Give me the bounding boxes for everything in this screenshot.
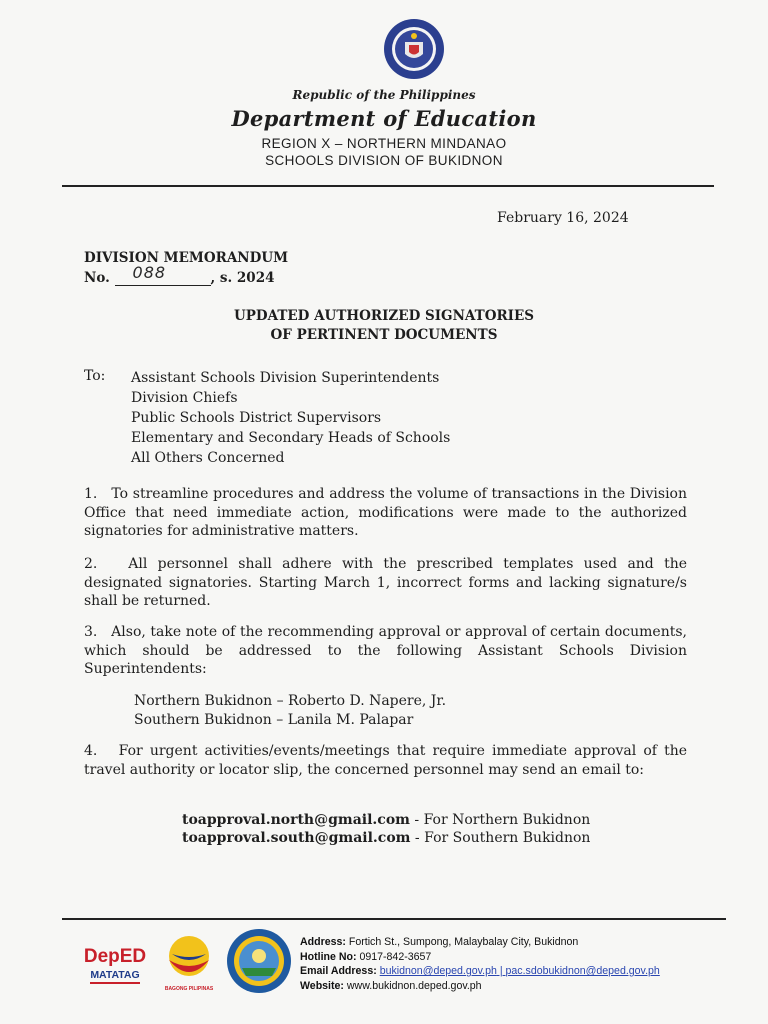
bagong-pilipinas-logo-icon	[160, 932, 218, 994]
memo-number	[84, 263, 275, 286]
footer-hotline	[300, 950, 660, 965]
memo-series: , s. 2024	[210, 270, 275, 286]
paragraph-3: 3. Also, take note of the recommending approval or approval of certain documents, which should be addressed to the following Assistant Schools Division Superintendents:	[84, 624, 687, 677]
email-item	[182, 811, 590, 829]
header-divider	[62, 185, 714, 187]
memo-number-blank	[115, 263, 211, 286]
recipient-item: Assistant Schools Division Superintendents	[131, 370, 440, 386]
footer-contact	[300, 935, 660, 993]
deped-seal-icon	[383, 18, 445, 80]
email-address[interactable]: toapproval.north@gmail.com	[182, 812, 410, 828]
division-header: SCHOOLS DIVISION OF BUKIDNON	[265, 153, 503, 168]
bagong-logo-text: BAGONG PILIPINAS	[164, 986, 214, 992]
footer-email	[300, 964, 660, 979]
email-desc: - For Northern Bukidnon	[409, 812, 591, 828]
footer-email-link-2[interactable]: pac.sdobukidnon@deped.gov.ph	[505, 965, 660, 977]
subject-line-2: OF PERTINENT DOCUMENTS	[270, 327, 498, 343]
recipient-list	[131, 368, 450, 468]
footer-email-label: Email Address:	[300, 965, 377, 977]
footer-website-label: Website:	[300, 979, 344, 992]
footer-address-value: Fortich St., Sumpong, Malaybalay City, Bukidnon	[345, 936, 579, 948]
footer-address	[300, 935, 660, 950]
subject-line-1: UPDATED AUTHORIZED SIGNATORIES	[233, 308, 535, 324]
footer-hotline-label: Hotline No:	[300, 950, 357, 963]
email-address[interactable]: toapproval.south@gmail.com	[182, 830, 411, 846]
memo-number-label: No.	[84, 270, 110, 286]
email-list	[182, 811, 590, 847]
footer-website-link[interactable]: www.bukidnon.deped.gov.ph	[343, 979, 482, 992]
to-label: To:	[84, 368, 106, 384]
recipient-item: Public Schools District Supervisors	[131, 410, 382, 426]
recipient-item: Division Chiefs	[131, 390, 238, 406]
footer-email-link-1[interactable]: bukidnon@deped.gov.ph	[379, 965, 497, 977]
footer-address-label: Address:	[300, 936, 346, 948]
recipient-item: Elementary and Secondary Heads of Schools	[131, 430, 451, 446]
matatag-logo-text: MATATAG	[90, 969, 140, 981]
footer-divider	[62, 918, 726, 920]
region-header: REGION X – NORTHERN MINDANAO	[261, 136, 507, 151]
division-seal-icon	[226, 928, 292, 994]
email-desc: - For Southern Bukidnon	[410, 830, 591, 846]
paragraph-4: 4. For urgent activities/events/meetings that require immediate approval of the travel authority or locator slip, the concerned personnel may send an email to:	[84, 743, 687, 778]
email-item	[182, 829, 590, 847]
recipient-item: All Others Concerned	[131, 450, 285, 466]
memo-date: February 16, 2024	[497, 210, 629, 226]
paragraph-2: 2. All personnel shall adhere with the prescribed templates used and the designated signatories. Starting March 1, incorrect forms and lacking signature/s shall be returned.	[84, 556, 687, 609]
memo-number-handwritten: 088	[132, 263, 167, 282]
deped-logo-text: DepED	[83, 946, 147, 967]
footer-email-separator: |	[496, 965, 506, 977]
deped-matatag-logo-icon	[80, 940, 150, 990]
footer-hotline-value: 0917-842-3657	[356, 950, 432, 963]
department-header: Department of Education	[231, 106, 537, 131]
paragraph-1: 1. To streamline procedures and address the volume of transactions in the Division Office that need immediate action, modifications were made to the authorized signatories for administrative matters.	[84, 486, 687, 539]
footer-website	[300, 979, 660, 994]
superintendent-item: Southern Bukidnon – Lanila M. Palapar	[134, 711, 414, 728]
republic-header: Republic of the Philippines	[292, 88, 476, 102]
memo-type: DIVISION MEMORANDUM	[84, 250, 289, 266]
superintendent-item: Northern Bukidnon – Roberto D. Napere, Jr.	[134, 693, 447, 709]
superintendent-list	[134, 692, 446, 729]
